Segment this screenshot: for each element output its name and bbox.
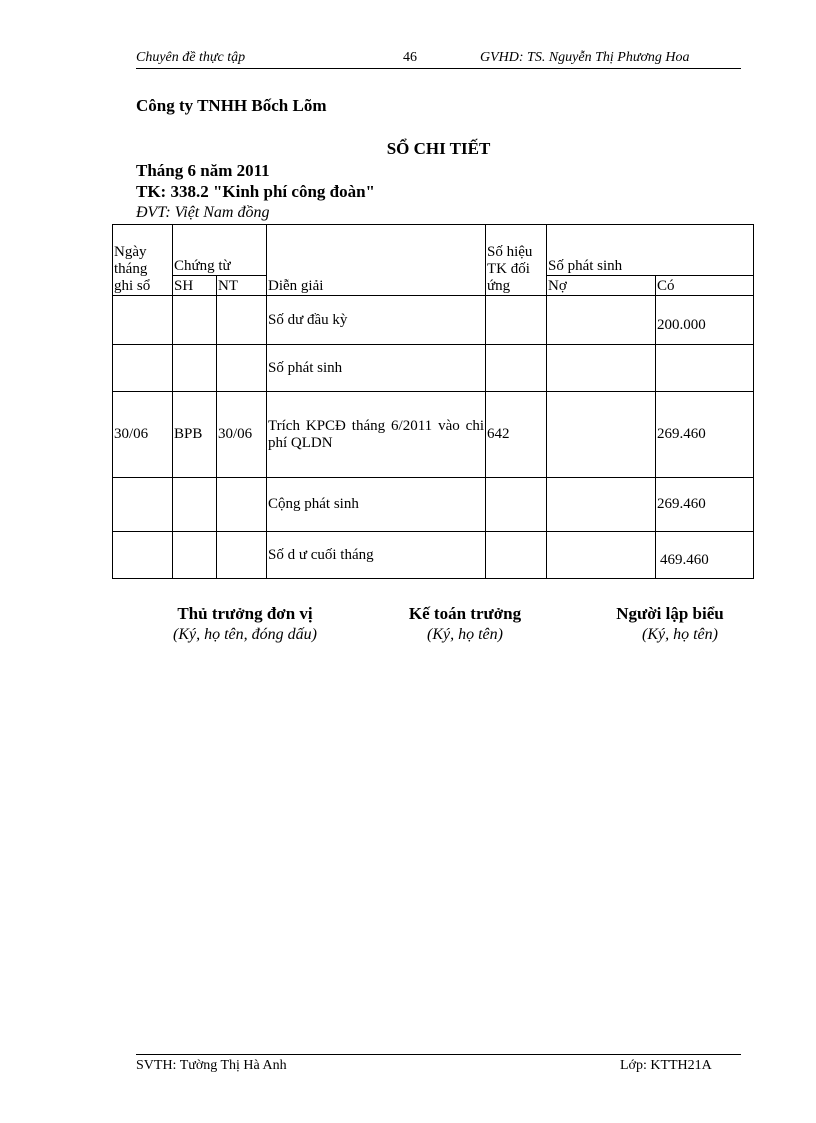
table-row xyxy=(113,345,754,392)
cell-date xyxy=(113,478,173,532)
cell-contra xyxy=(486,296,547,345)
table-row xyxy=(113,296,754,345)
company-name: Công ty TNHH Bốch Lõm xyxy=(136,96,327,115)
cell-nt xyxy=(217,532,267,579)
col-voucher-header: Chứng từ xyxy=(173,225,267,276)
col-sh-header: SH xyxy=(173,276,217,296)
cell-sh xyxy=(173,296,217,345)
signature-preparer: Người lập biểu xyxy=(616,604,724,623)
cell-description: Số d ư cuối tháng xyxy=(267,532,486,579)
header-page-number: 46 xyxy=(403,50,417,65)
signature-preparer-note: (Ký, họ tên) xyxy=(642,626,718,643)
col-date-header xyxy=(113,225,173,296)
col-amount-header: Số phát sinh xyxy=(547,225,754,276)
cell-contra xyxy=(486,532,547,579)
footer-class: Lớp: KTTH21A xyxy=(620,1058,712,1073)
table-row xyxy=(113,478,754,532)
header-supervisor: GVHD: TS. Nguyễn Thị Phương Hoa xyxy=(480,50,690,65)
col-credit-header: Có xyxy=(656,276,754,296)
header-rule xyxy=(136,68,741,69)
document-title: SỔ CHI TIẾT xyxy=(386,139,491,158)
cell-debit xyxy=(547,392,656,478)
cell-nt xyxy=(217,478,267,532)
cell-credit: 200.000 xyxy=(656,296,754,345)
col-contra-line-1: Số hiệu xyxy=(487,244,533,260)
cell-nt: 30/06 xyxy=(217,392,267,478)
cell-description: Cộng phát sinh xyxy=(267,478,486,532)
cell-nt xyxy=(217,296,267,345)
col-contra-header xyxy=(486,225,547,296)
cell-nt xyxy=(217,345,267,392)
col-nt-header: NT xyxy=(217,276,267,296)
account: TK: 338.2 "Kinh phí công đoàn" xyxy=(136,182,375,201)
cell-debit xyxy=(547,478,656,532)
cell-sh xyxy=(173,345,217,392)
cell-credit: 269.460 xyxy=(656,392,754,478)
period: Tháng 6 năm 2011 xyxy=(136,161,270,180)
cell-description: Số dư đầu kỳ xyxy=(267,296,486,345)
cell-sh: BPB xyxy=(173,392,217,478)
col-date-line-3: ghi sổ xyxy=(114,278,151,294)
cell-date: 30/06 xyxy=(113,392,173,478)
table-row xyxy=(113,392,754,478)
col-date-line-1: Ngày xyxy=(114,244,147,260)
signature-head-of-unit: Thủ trưởng đơn vị xyxy=(177,604,313,623)
cell-date xyxy=(113,532,173,579)
cell-date xyxy=(113,345,173,392)
signature-chief-accountant: Kế toán trưởng xyxy=(408,604,522,623)
cell-contra: 642 xyxy=(486,392,547,478)
cell-sh xyxy=(173,478,217,532)
col-date-line-2: tháng xyxy=(114,261,148,277)
cell-description: Số phát sinh xyxy=(267,345,486,392)
cell-sh xyxy=(173,532,217,579)
signature-chief-accountant-note: (Ký, họ tên) xyxy=(427,626,503,643)
col-contra-line-3: ứng xyxy=(487,278,511,294)
cell-credit xyxy=(656,345,754,392)
cell-credit: 469.460 xyxy=(656,532,754,579)
ledger-table xyxy=(112,224,754,579)
cell-contra xyxy=(486,478,547,532)
footer-student: SVTH: Tường Thị Hà Anh xyxy=(136,1058,287,1073)
cell-contra xyxy=(486,345,547,392)
cell-credit: 269.460 xyxy=(656,478,754,532)
currency-unit: ĐVT: Việt Nam đồng xyxy=(136,204,270,221)
cell-debit xyxy=(547,345,656,392)
cell-debit xyxy=(547,532,656,579)
table-row xyxy=(113,532,754,579)
signature-head-of-unit-note: (Ký, họ tên, đóng dấu) xyxy=(173,626,317,643)
cell-date xyxy=(113,296,173,345)
header-subject: Chuyên đề thực tập xyxy=(136,50,246,65)
footer-rule xyxy=(136,1054,741,1055)
header-row-1 xyxy=(113,225,754,276)
col-debit-header: Nợ xyxy=(547,276,656,296)
cell-description: Trích KPCĐ tháng 6/2011 vào chi phí QLDN xyxy=(267,392,486,478)
col-contra-line-2: TK đối xyxy=(487,261,530,277)
cell-debit xyxy=(547,296,656,345)
col-description-header: Diễn giải xyxy=(267,225,486,296)
